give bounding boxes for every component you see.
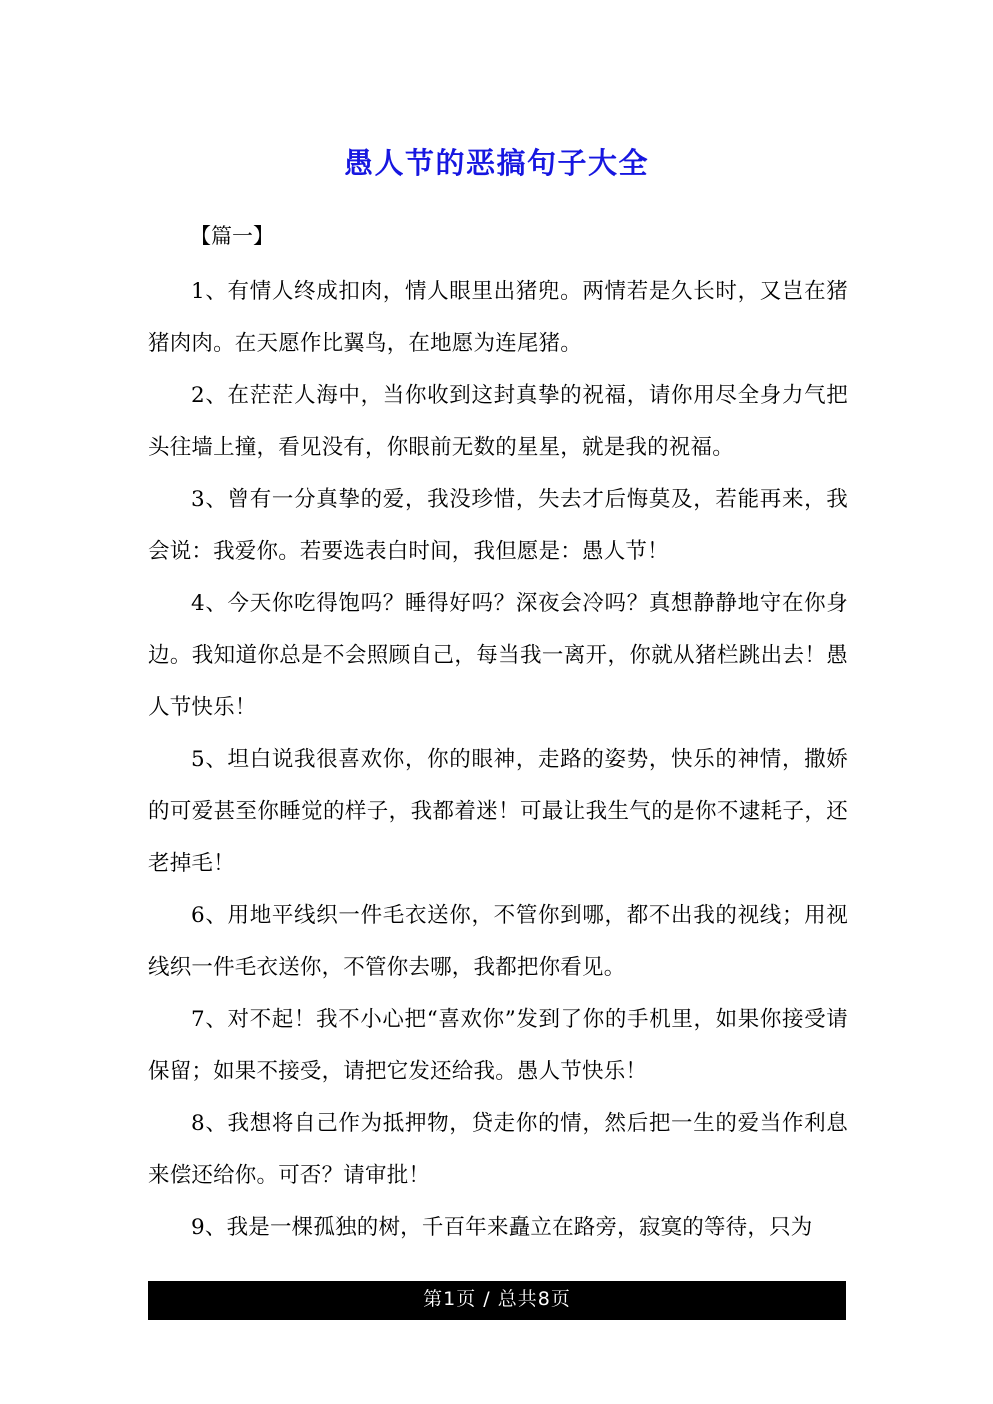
paragraph-6: 6、用地平线织一件毛衣送你，不管你到哪，都不出我的视线；用视线织一件毛衣送你，不管你去哪，我都把你看见。 <box>148 903 848 980</box>
paragraph-7: 7、对不起！我不小心把“喜欢你”发到了你的手机里，如果你接受请保留；如果不接受，请把它发还给我。愚人节快乐！ <box>148 1007 848 1084</box>
paragraph-5: 5、坦白说我很喜欢你，你的眼神，走路的姿势，快乐的神情，撒娇的可爱甚至你睡觉的样子，我都着迷！可最让我生气的是你不逮耗子，还老掉毛！ <box>148 747 848 876</box>
page-number-label: 第1页 / 总共8页 <box>423 1288 571 1310</box>
paragraph-3: 3、曾有一分真挚的爱，我没珍惜，失去才后悔莫及，若能再来，我会说：我爱你。若要选表白时间，我但愿是：愚人节！ <box>148 487 848 564</box>
paragraph-1: 1、有情人终成扣肉，情人眼里出猪兜。两情若是久长时，又岂在猪猪肉肉。在天愿作比翼鸟，在地愿为连尾猪。 <box>148 279 848 356</box>
paragraph-4: 4、今天你吃得饱吗？睡得好吗？深夜会冷吗？真想静静地守在你身边。我知道你总是不会照顾自己，每当我一离开，你就从猪栏跳出去！愚人节快乐！ <box>148 591 848 720</box>
page-footer-bar <box>148 1281 846 1320</box>
paragraph-8: 8、我想将自己作为抵押物，贷走你的情，然后把一生的爱当作利息来偿还给你。可否？请审批！ <box>148 1111 848 1188</box>
page-title: 愚人节的恶搞句子大全 <box>343 146 649 181</box>
paragraph-9: 9、我是一棵孤独的树，千百年来矗立在路旁，寂寞的等待，只为 <box>191 1215 813 1240</box>
section-heading: 【篇一】 <box>190 224 274 248</box>
document-body <box>148 210 848 1254</box>
paragraph-2: 2、在茫茫人海中，当你收到这封真挚的祝福，请你用尽全身力气把头往墙上撞，看见没有，你眼前无数的星星，就是我的祝福。 <box>148 383 848 460</box>
